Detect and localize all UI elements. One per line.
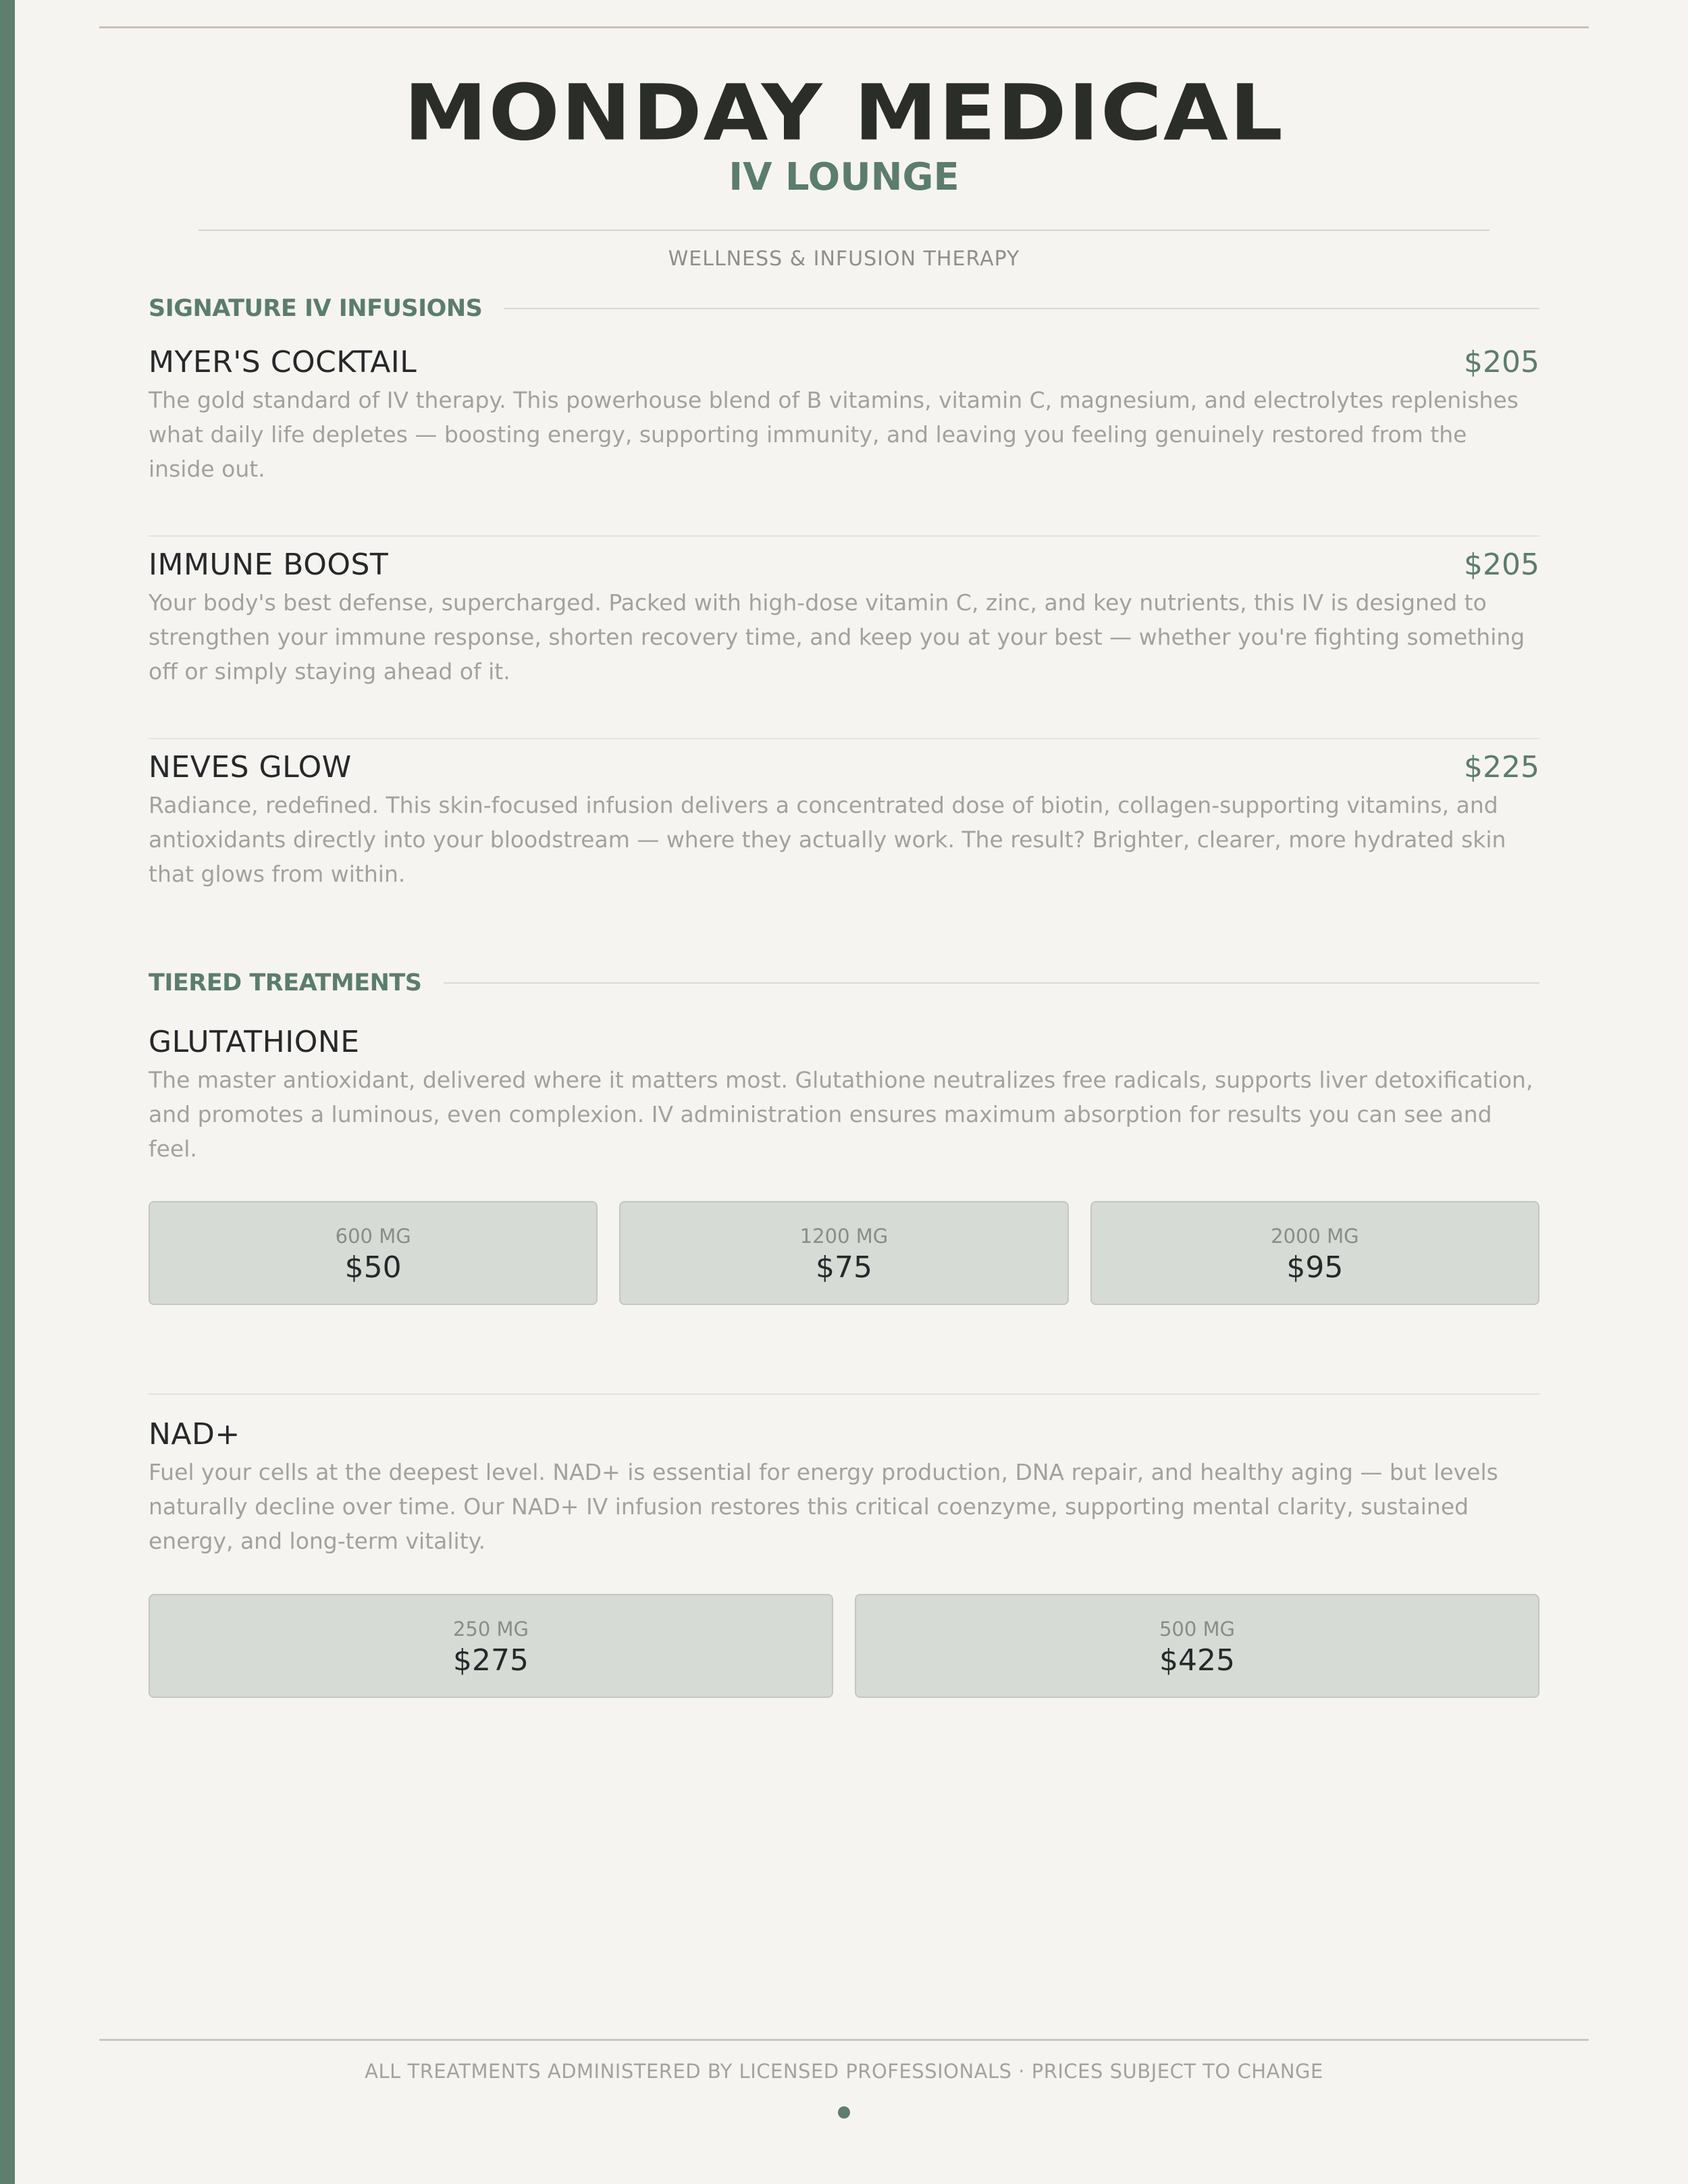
- tier-price: $275: [453, 1643, 529, 1678]
- tier-dose: 2000 MG: [1271, 1225, 1359, 1248]
- tier-price: $50: [344, 1250, 402, 1285]
- item-name: MYER'S COCKTAIL: [149, 345, 417, 379]
- item-name: GLUTATHIONE: [149, 1025, 360, 1059]
- item-price: $205: [1464, 345, 1539, 379]
- tagline: WELLNESS & INFUSION THERAPY: [668, 247, 1020, 271]
- item-description: Radiance, redefined. This skin-focused infusion delivers a concentrated dose of biotin, collagen-supporting vitamins, and antioxidants directly into your bloodstream — where they actually work. The result? Brighter, clearer, more hydrated skin that glows from within.: [149, 792, 1506, 887]
- tier-option: [855, 1594, 1539, 1698]
- item-price: $205: [1464, 548, 1539, 582]
- tier-price: $95: [1286, 1250, 1344, 1285]
- tier-price: $425: [1159, 1643, 1235, 1678]
- footer-dot-ornament: [838, 2106, 850, 2119]
- footer-note: ALL TREATMENTS ADMINISTERED BY LICENSED PROFESSIONALS · PRICES SUBJECT TO CHANGE: [365, 2060, 1323, 2083]
- section-header-tiered: [149, 966, 1539, 1000]
- section-divider: [504, 308, 1539, 309]
- item-description: The gold standard of IV therapy. This powerhouse blend of B vitamins, vitamin C, magnesium, and electrolytes replenishes what daily life depletes — boosting energy, supporting immunity, and leaving you feeling genuinely restored from the inside out.: [149, 387, 1519, 482]
- menu-item: [149, 747, 1539, 891]
- section-header-signature: [149, 292, 1539, 325]
- tier-dose: 1200 MG: [799, 1225, 889, 1248]
- item-description: Your body's best defense, supercharged. Packed with high-dose vitamin C, zinc, and key nutrients, this IV is designed to strengthen your immune response, shorten recovery time, and keep you at your best — whether you're fighting something off or simply staying ahead of it.: [149, 589, 1525, 685]
- item-divider: [149, 1393, 1539, 1395]
- menu-item: [149, 342, 1539, 486]
- item-name: NEVES GLOW: [149, 750, 352, 784]
- item-price: $225: [1464, 750, 1539, 784]
- tier-option: [149, 1201, 598, 1305]
- section-title: TIERED TREATMENTS: [149, 969, 422, 996]
- tier-dose: 600 MG: [335, 1225, 411, 1248]
- section-title: SIGNATURE IV INFUSIONS: [149, 295, 483, 322]
- tier-options: [149, 1201, 1539, 1305]
- header-divider: [199, 230, 1489, 231]
- item-name: IMMUNE BOOST: [149, 548, 389, 582]
- tier-dose: 500 MG: [1159, 1618, 1236, 1641]
- top-divider: [99, 26, 1589, 28]
- item-description: Fuel your cells at the deepest level. NAD+ is essential for energy production, DNA repair, and healthy aging — but levels naturally decline over time. Our NAD+ IV infusion restores this critical coenzyme, supporting mental clarity, sustained energy, and long-term vitality.: [149, 1459, 1498, 1554]
- tier-dose: 250 MG: [452, 1618, 529, 1641]
- section-divider: [444, 982, 1540, 984]
- tier-options: [149, 1594, 1539, 1698]
- tier-option: [619, 1201, 1068, 1305]
- tier-price: $75: [816, 1250, 872, 1285]
- footer-divider: [99, 2039, 1589, 2041]
- menu-item: [149, 1022, 1539, 1166]
- side-accent-bar: [0, 0, 15, 2184]
- item-name: NAD+: [149, 1417, 240, 1451]
- brand-subtitle: IV LOUNGE: [729, 155, 959, 199]
- tier-option: [149, 1594, 833, 1698]
- tier-option: [1090, 1201, 1539, 1305]
- menu-item: [149, 545, 1539, 689]
- item-divider: [149, 738, 1539, 739]
- brand-title: MONDAY MEDICAL: [404, 68, 1284, 159]
- item-divider: [149, 535, 1539, 537]
- menu-item: [149, 1414, 1539, 1558]
- item-description: The master antioxidant, delivered where it matters most. Glutathione neutralizes free radicals, supports liver detoxification, and promotes a luminous, even complexion. IV administration ensures maximum absorption for results you can see and feel.: [149, 1067, 1533, 1162]
